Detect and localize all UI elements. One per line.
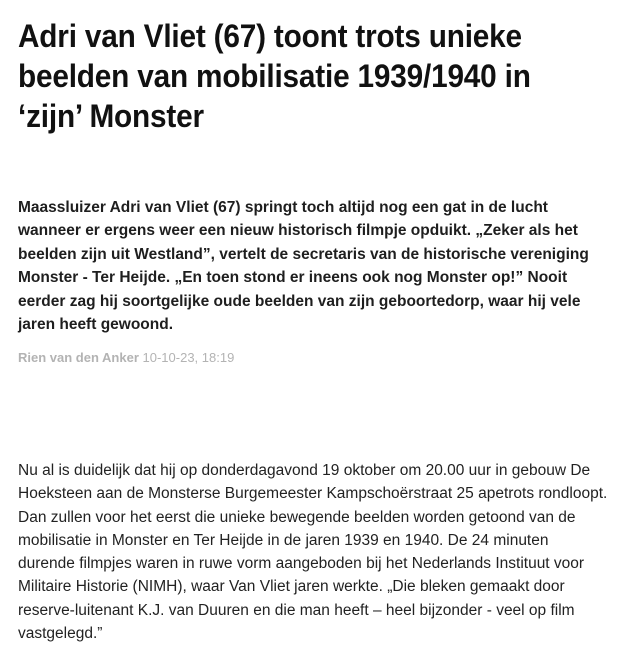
article-body-paragraph: Nu al is duidelijk dat hij op donderdagavond 19 oktober om 20.00 uur in gebouw De Hoeksteen aan de Monsterse Burgemeester Kampschoërstraat 25 apetrots rondloopt. Dan zullen voor het eerst die unieke bewegende beelden worden getoond van de mobilisatie in Monster en Ter Heijde in de jaren 1939 en 1940. De 24 minuten durende filmpjes waren in ruwe vorm aangeboden bij het Nederlands Instituut voor Militaire Historie (NIMH), waar Van Vliet jaren werkte. „Die bleken gemaakt door reserve-luitenant K.J. van Duuren en die man heeft – heel bijzonder - veel op film vastgelegd.” xyxy=(18,462,608,643)
byline-timestamp: 10-10-23, 18:19 xyxy=(142,350,235,365)
article-lead: Maassluizer Adri van Vliet (67) springt toch altijd nog een gat in de lucht wanneer er ergens weer een nieuw historisch filmpje opduikt. „Zeker als het beelden zijn uit Westland”, vertelt de secretaris van de historische vereniging Monster - Ter Heijde. „En toen stond er ineens ook nog Monster op!” Nooit eerder zag hij soortgelijke oude beelden van zijn geboortedorp, waar hij vele jaren heeft gewoond. xyxy=(18,199,589,334)
article-headline: Adri van Vliet (67) toont trots unieke beelden van mobilisatie 1939/1940 in ‘zijn’ Monster xyxy=(18,18,531,134)
byline-author[interactable]: Rien van den Anker xyxy=(18,350,139,365)
byline xyxy=(18,349,234,367)
article xyxy=(18,0,608,643)
